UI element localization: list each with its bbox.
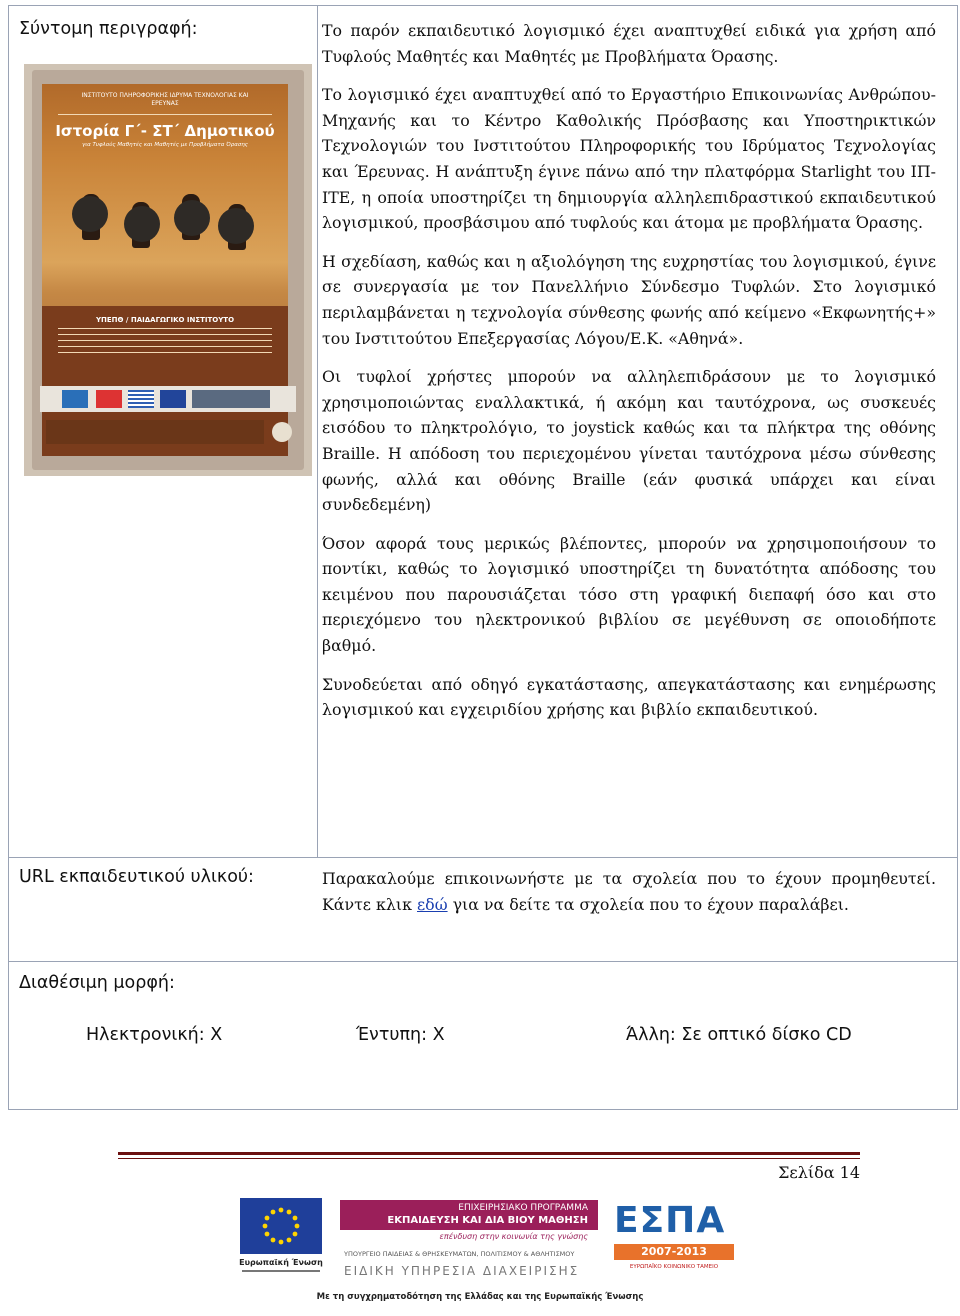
format-other: Άλλη: Σε οπτικό δίσκο CD bbox=[626, 1025, 852, 1045]
summary-paragraph: Η σχεδίαση, καθώς και η αξιολόγηση της ευχρηστίας του λογισμικού, έγινε σε συνεργασία με τον Πανελλήνιο Σύνδεσμο Τυφλών. Στο λογισμικό περιλαμβάνεται η τεχνολογία σύνθεσης φωνής από κείμενο «Εκφωνητής+» του Ινστιτούτου Επεξεργασίας Λόγου/Ε.Κ. «Αθηνά». bbox=[322, 251, 936, 348]
espa-fund: ΕΥΡΩΠΑΪΚΟ ΚΟΙΝΩΝΙΚΟ ΤΑΜΕΙΟ bbox=[629, 1264, 719, 1270]
cover-seal-icon bbox=[272, 422, 292, 442]
url-label: URL εκπαιδευτικού υλικού: bbox=[19, 867, 254, 887]
warrior-shield bbox=[124, 206, 160, 242]
cover-logo-strip bbox=[40, 386, 296, 412]
logo-icon bbox=[96, 390, 122, 408]
program-line2: ΕΚΠΑΙΔΕΥΣΗ ΚΑΙ ΔΙΑ ΒΙΟΥ ΜΑΘΗΣΗ bbox=[387, 1215, 588, 1226]
cd-case bbox=[32, 70, 304, 470]
column-divider bbox=[317, 6, 318, 857]
logo-icon bbox=[62, 390, 88, 408]
cover-rule bbox=[58, 352, 272, 353]
warrior-shield bbox=[174, 200, 210, 236]
authority-line: ΕΙΔΙΚΗ ΥΠΗΡΕΣΙΑ ΔΙΑΧΕΙΡΙΣΗΣ bbox=[344, 1264, 580, 1278]
espa-title: ΕΣΠΑ bbox=[614, 1200, 726, 1241]
summary-paragraph: Το παρόν εκπαιδευτικό λογισμικό έχει αναπτυχθεί ειδικά για χρήση από Τυφλούς Μαθητές και Μαθητές με Προβλήματα Όρασης. bbox=[322, 21, 936, 66]
eu-label: Ευρωπαϊκή Ένωση bbox=[239, 1258, 323, 1267]
eu-stars-icon bbox=[240, 1198, 322, 1254]
eu-flag-icon bbox=[160, 390, 186, 408]
row-divider-url bbox=[9, 961, 957, 962]
summary-text bbox=[322, 18, 936, 723]
cofinance-note: Με τη συγχρηματοδότηση της Ελλάδας και της Ευρωπαϊκής Ένωσης bbox=[316, 1292, 644, 1302]
cover-rule bbox=[58, 346, 272, 347]
cover-title: Ιστορία Γ΄- ΣΤ΄ Δημοτικού bbox=[55, 122, 275, 140]
summary-paragraph: Συνοδεύεται από οδηγό εγκατάστασης, απεγκατάστασης και ενημέρωσης λογισμικού και εγχειριδίου χρήσης και βιβλίο εκπαιδευτικού. bbox=[322, 674, 936, 720]
program-line1: ΕΠΙΧΕΙΡΗΣΙΑΚΟ ΠΡΟΓΡΑΜΜΑ bbox=[458, 1203, 588, 1213]
cd-cover-image bbox=[24, 64, 312, 476]
espa-years: 2007-2013 bbox=[614, 1244, 734, 1260]
url-text-after: για να δείτε τα σχολεία που το έχουν παραλάβει. bbox=[447, 894, 849, 914]
page-number: Σελίδα 14 bbox=[778, 1163, 860, 1182]
cover-rule bbox=[58, 340, 272, 341]
program-logo bbox=[192, 390, 270, 408]
greek-flag-icon bbox=[128, 390, 154, 408]
ministry-line: ΥΠΟΥΡΓΕΙΟ ΠΑΙΔΕΙΑΣ & ΘΡΗΣΚΕΥΜΑΤΩΝ, ΠΟΛΙΤΙΣΜΟΥ & ΑΘΛΗΤΙΣΜΟΥ bbox=[344, 1250, 575, 1258]
program-line3: επένδυση στην κοινωνία της γνώσης bbox=[439, 1232, 588, 1241]
cover-rule bbox=[58, 328, 272, 329]
program-logo bbox=[340, 1200, 598, 1288]
warrior-shield bbox=[72, 196, 108, 232]
url-text-before: Παρακαλούμε επικοινωνήστε με τα σχολεία που το έχουν προμηθευτεί. Κάντε κλικ bbox=[322, 869, 936, 914]
url-text bbox=[322, 866, 936, 917]
cover-ministry: ΥΠΕΠΘ / ΠΑΙΔΑΓΩΓΙΚΟ ΙΝΣΤΙΤΟΥΤΟ bbox=[95, 316, 235, 324]
row-divider-summary bbox=[9, 857, 957, 858]
warrior-shield bbox=[218, 208, 254, 244]
cover-subtitle: για Τυφλούς Μαθητές και Μαθητές με Προβλήματα Όρασης bbox=[81, 142, 249, 148]
format-electronic: Ηλεκτρονική: Χ bbox=[86, 1025, 223, 1045]
footer-rule-thick bbox=[118, 1152, 860, 1155]
cover-footer-panel bbox=[46, 420, 264, 444]
espa-logo bbox=[614, 1200, 734, 1284]
summary-paragraph: Οι τυφλοί χρήστες μπορούν να αλληλεπιδράσουν με το λογισμικό χρησιμοποιώντας εναλλακτικά, ή ακόμη και ταυτόχρονα, ως συσκευές εισόδου το πληκτρολόγιο, το joystick καθώς και τα πλήκτρα της οθόνης Braille. Η απόδοση του περιεχομένου γίνεται ταυτόχρονα μέσω σύνθεσης φωνής, αλλά και οθόνης Braille (εάν φυσικά υπάρχει και είναι συνδεδεμένη) bbox=[322, 367, 936, 515]
summary-paragraph: Όσον αφορά τους μερικώς βλέποντες, μπορούν να χρησιμοποιήσουν το ποντίκι, καθώς το λογισμικό υποστηρίζει τη δυνατότητα απόδοσης του κειμένου που παρουσιάζεται τόσο στη γραφική διεπαφή όσο και στο περιεχόμενο του ηλεκτρονικού βιβλίου σε μεγέθυνση σε οποιοδήποτε βαθμό. bbox=[322, 533, 936, 656]
format-label: Διαθέσιμη μορφή: bbox=[19, 973, 175, 993]
eu-sub-rule bbox=[242, 1270, 320, 1272]
footer-rule-thin bbox=[118, 1158, 860, 1159]
summary-paragraph: Το λογισμικό έχει αναπτυχθεί από το Εργαστήριο Επικοινωνίας Ανθρώπου-Μηχανής και το Κέντρο Καθολικής Πρόσβασης και Υποστηρικτικών Τεχνολογιών του Ινστιτούτου Πληροφορικής του Ιδρύματος Τεχνολογίας και Έρευνας. Η ανάπτυξη έγινε πάνω από την πλατφόρμα Starlight του ΙΠ-ΙΤΕ, η οποία υποστηρίζει τη δημιουργία αλληλεπιδραστικού εκπαιδευτικού λογισμικού, προσβάσιμου από τυφλούς και άτομα με προβλήματα Όρασης. bbox=[322, 85, 936, 233]
format-print: Έντυπη: Χ bbox=[356, 1025, 445, 1045]
eu-logo bbox=[236, 1198, 326, 1286]
cover-institute: ΙΝΣΤΙΤΟΥΤΟ ΠΛΗΡΟΦΟΡΙΚΗΣ ΙΔΡΥΜΑ ΤΕΧΝΟΛΟΓΙΑΣ ΚΑΙ ΕΡΕΥΝΑΣ bbox=[81, 92, 249, 107]
summary-label: Σύντομη περιγραφή: bbox=[19, 19, 198, 39]
cover-rule bbox=[58, 334, 272, 335]
schools-link[interactable]: εδώ bbox=[417, 894, 448, 914]
cover-rule bbox=[58, 114, 272, 115]
eu-flag-icon bbox=[240, 1198, 322, 1254]
